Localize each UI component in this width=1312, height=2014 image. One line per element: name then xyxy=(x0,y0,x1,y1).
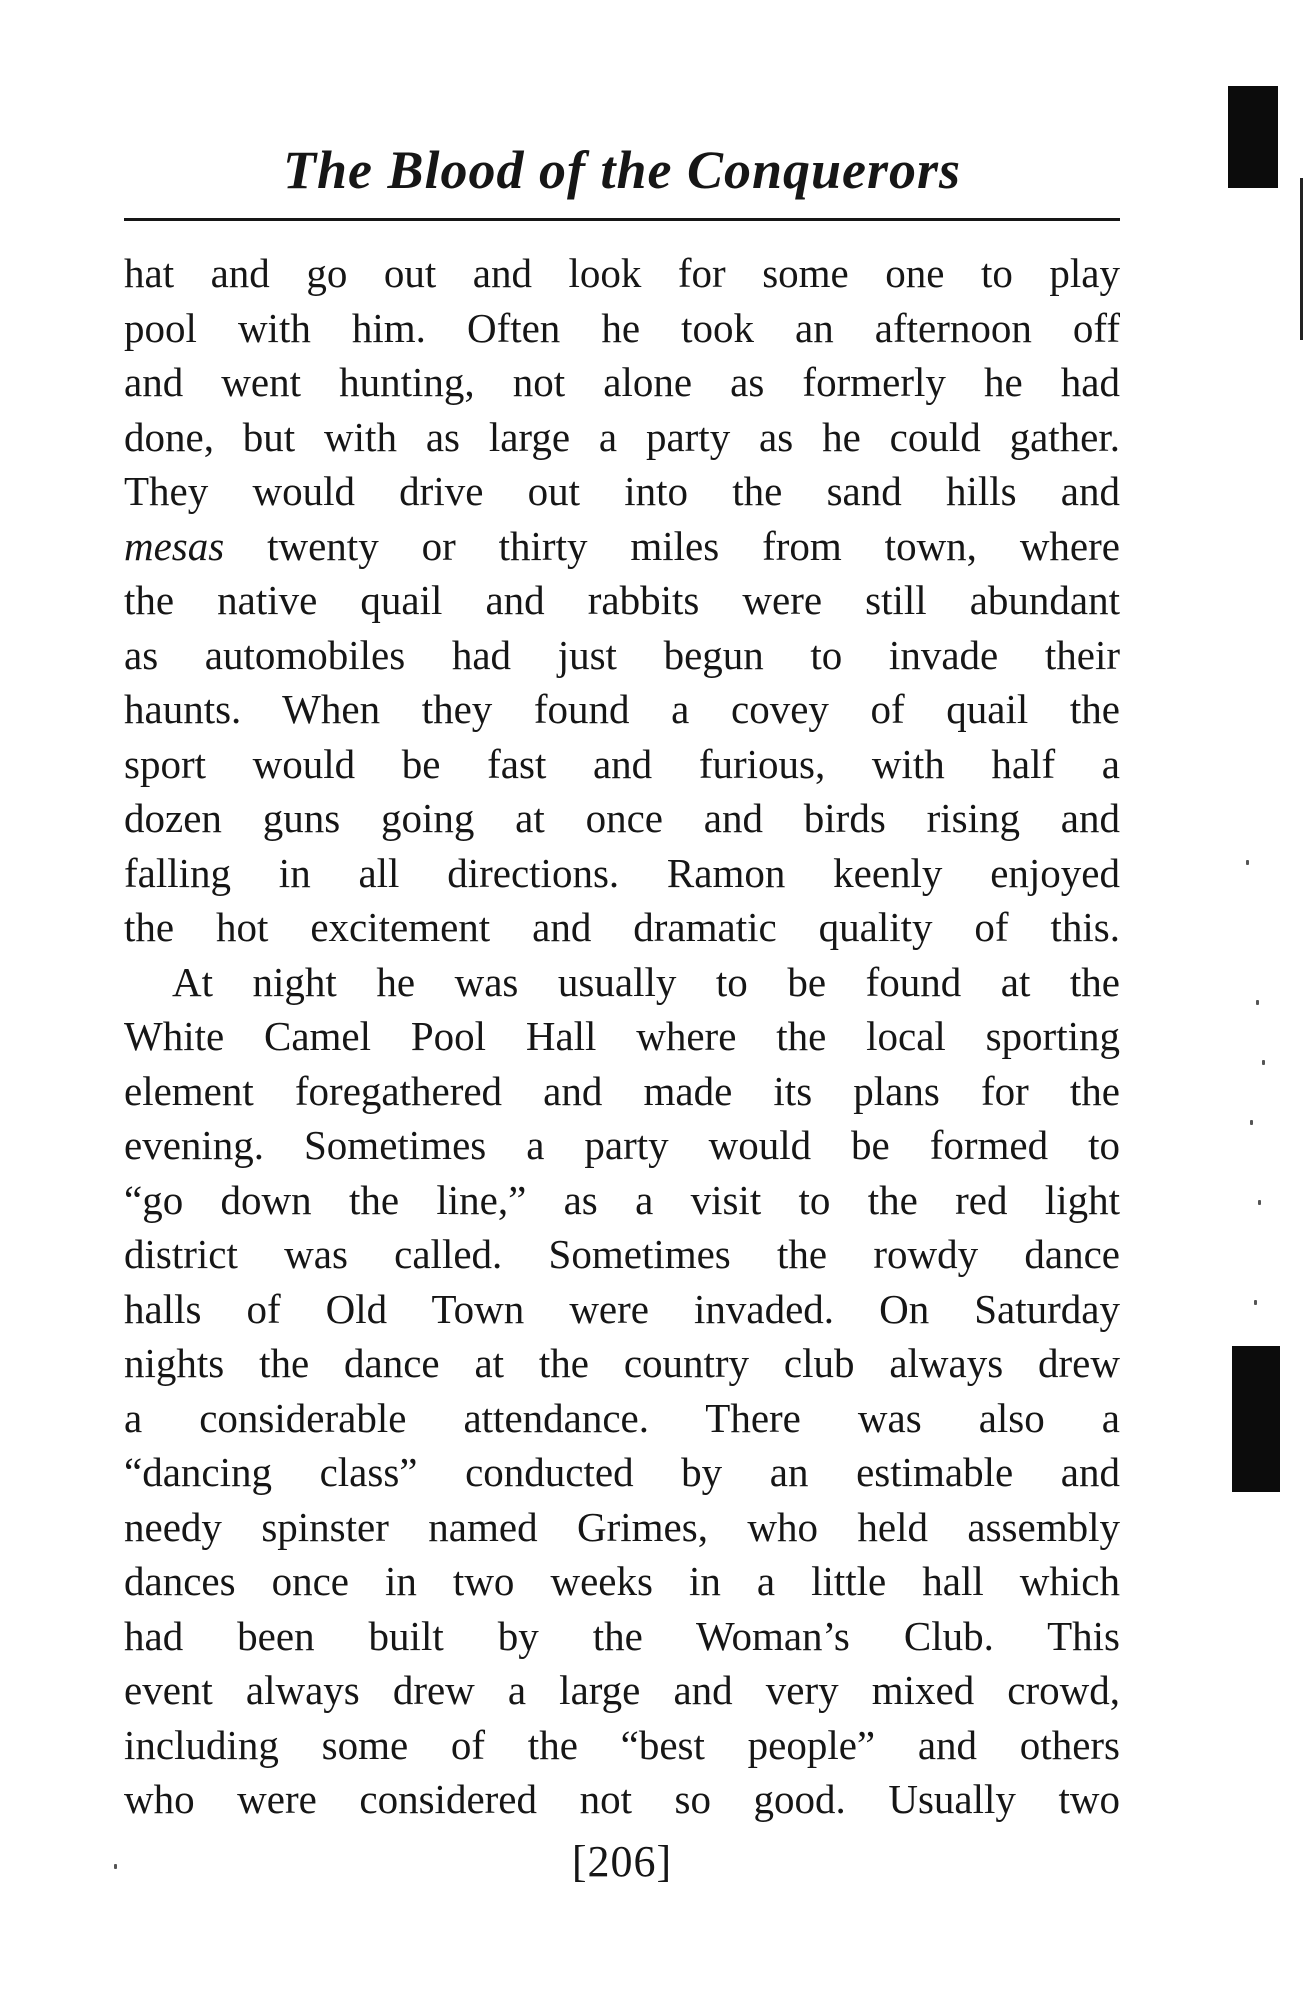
italic-word: mesas xyxy=(124,522,225,569)
text-line: haunts. When they found a covey of quail the xyxy=(124,686,1120,732)
scan-speck xyxy=(1256,1000,1259,1005)
text-line: the native quail and rabbits were still abundant xyxy=(124,577,1120,623)
page-number: [206] xyxy=(571,1837,673,1886)
paragraph-first-line: At night he was usually to be found at the xyxy=(172,958,1120,1005)
scan-speck xyxy=(1254,1300,1257,1305)
text-line: falling in all directions. Ramon keenly enjoyed xyxy=(124,849,1120,896)
scan-speck xyxy=(1262,1060,1265,1065)
text-line: dozen guns going at once and birds rising and xyxy=(124,795,1120,841)
scan-speck xyxy=(1250,1120,1253,1125)
text-line: hat and go out and look for some one to play xyxy=(124,250,1120,296)
text-line: “dancing class” conducted by an estimable and xyxy=(124,1449,1120,1495)
scan-speck xyxy=(1258,1200,1261,1205)
scan-artifact-middle xyxy=(1232,1346,1280,1492)
text-line: done, but with as large a party as he could gather. xyxy=(124,413,1120,460)
text-line: had been built by the Woman’s Club. This xyxy=(124,1612,1120,1659)
text-line: as automobiles had just begun to invade their xyxy=(124,631,1120,678)
text-line: halls of Old Town were invaded. On Saturday xyxy=(124,1285,1120,1332)
text-line: the hot excitement and dramatic quality of this. xyxy=(124,904,1120,950)
text-line: evening. Sometimes a party would be formed to xyxy=(124,1122,1120,1168)
text-line: nights the dance at the country club always drew xyxy=(124,1340,1120,1386)
text-line: event always drew a large and very mixed crowd, xyxy=(124,1667,1120,1713)
text-line: district was called. Sometimes the rowdy dance xyxy=(124,1231,1120,1277)
text-line: including some of the “best people” and others xyxy=(124,1721,1120,1768)
text-line: pool with him. Often he took an afternoon off xyxy=(124,304,1120,351)
scan-artifact-top xyxy=(1228,86,1278,188)
running-title: The Blood of the Conquerors xyxy=(282,140,962,200)
text-line: mesas twenty or thirty miles from town, where xyxy=(124,522,1120,569)
text-line: element foregathered and made its plans for the xyxy=(124,1067,1120,1114)
text-line: They would drive out into the sand hills and xyxy=(124,468,1120,514)
scan-speck xyxy=(1246,860,1249,865)
text-line: who were considered not so good. Usually two xyxy=(124,1776,1120,1822)
text-line: “go down the line,” as a visit to the red light xyxy=(124,1176,1120,1223)
body-text xyxy=(124,246,1120,1827)
text-line: sport would be fast and furious, with half a xyxy=(124,740,1120,787)
text-line: dances once in two weeks in a little hall which xyxy=(124,1558,1120,1604)
scan-artifact-line xyxy=(1300,178,1303,340)
text-line: a considerable attendance. There was also a xyxy=(124,1394,1120,1441)
text-line: White Camel Pool Hall where the local sporting xyxy=(124,1013,1120,1059)
scan-speck xyxy=(114,1864,117,1869)
header-rule xyxy=(124,218,1120,221)
text-line: needy spinster named Grimes, who held assembly xyxy=(124,1503,1120,1550)
text-line: and went hunting, not alone as formerly he had xyxy=(124,359,1120,405)
